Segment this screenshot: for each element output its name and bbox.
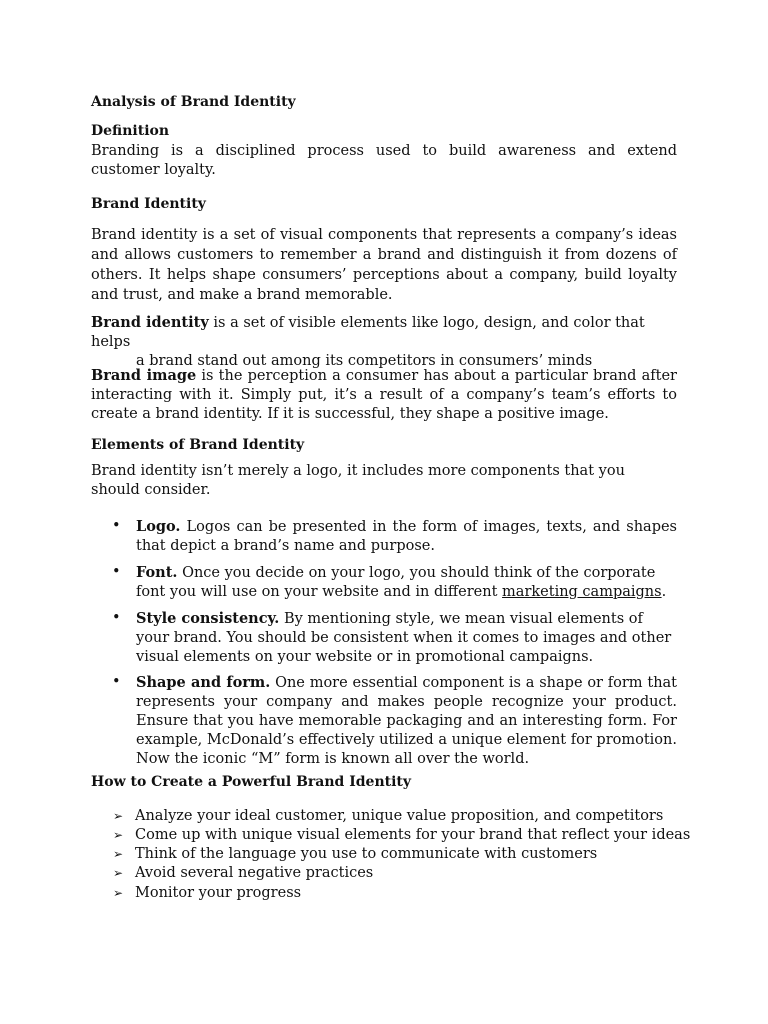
item-text-end: .	[661, 584, 667, 600]
item-term: Style consistency.	[136, 610, 280, 627]
list-item	[112, 673, 677, 769]
brand-identity-def-line2: a brand stand out among its competitors in consumers’ minds	[136, 353, 593, 369]
brand-image-definition	[91, 366, 677, 424]
list-item	[112, 609, 677, 667]
item-text: One more essential component is a shape or form that represents your company and makes people recognize your product. Ensure that you have memorable packaging and an interesting form. For example, McDonald’s effectively utilized a unique element for promotion. Now the iconic “M” form is known all over the world.	[136, 675, 677, 767]
how-to-item: Analyze your ideal customer, unique value proposition, and competitors	[135, 808, 664, 824]
arrow-bullet-icon: ➢	[113, 847, 124, 861]
item-text: Once you decide on your logo, you should think of the corporate font you will use on your website and in different	[136, 565, 656, 600]
bullet-icon: •	[112, 610, 121, 626]
elements-heading: Elements of Brand Identity	[91, 437, 305, 453]
definition-heading: Definition	[91, 123, 170, 139]
elements-intro: Brand identity isn’t merely a logo, it includes more components that you should consider.	[91, 463, 625, 498]
definition-text: Branding is a disciplined process used to build awareness and extend customer loyalty.	[91, 143, 677, 178]
how-to-item: Come up with unique visual elements for your brand that reflect your ideas	[135, 827, 691, 843]
list-item	[113, 807, 693, 826]
document-title: Analysis of Brand Identity	[91, 94, 296, 110]
item-text: Logos can be presented in the form of images, texts, and shapes that depict a brand’s name and purpose.	[136, 519, 677, 554]
bullet-icon: •	[112, 564, 121, 580]
brand-identity-heading: Brand Identity	[91, 196, 206, 212]
item-term: Font.	[136, 564, 178, 581]
how-to-item: Monitor your progress	[135, 885, 302, 901]
brand-identity-definition	[91, 313, 677, 371]
marketing-campaigns-link[interactable]: marketing campaigns	[502, 584, 662, 600]
brand-identity-paragraph: Brand identity is a set of visual components that represents a company’s ideas and allows customers to remember a brand and distinguish it from dozens of others. It helps shape consumers’ perceptions about a company, build loyalty and trust, and make a brand memorable.	[91, 227, 677, 303]
list-item	[113, 884, 693, 903]
list-item	[112, 563, 677, 602]
arrow-bullet-icon: ➢	[113, 828, 124, 842]
how-to-heading: How to Create a Powerful Brand Identity	[91, 774, 412, 790]
brand-identity-term: Brand identity	[91, 314, 209, 331]
how-to-item: Avoid several negative practices	[135, 865, 374, 881]
brand-image-text: is the perception a consumer has about a particular brand after interacting with it. Simply put, it’s a result of a company’s team’s efforts to create a brand identity. If it is successful, they shape a positive image.	[91, 368, 677, 422]
brand-identity-def-line1: is a set of visible elements like logo, design, and color that helps	[91, 315, 645, 350]
bullet-icon: •	[112, 674, 121, 690]
how-to-item: Think of the language you use to communicate with customers	[135, 846, 598, 862]
arrow-bullet-icon: ➢	[113, 886, 124, 900]
item-term: Shape and form.	[136, 674, 271, 691]
arrow-bullet-icon: ➢	[113, 809, 124, 823]
list-item	[112, 517, 677, 556]
list-item	[113, 864, 693, 883]
list-item	[113, 845, 693, 864]
item-text: By mentioning style, we mean visual elements of your brand. You should be consistent when it comes to images and other visual elements on your website or in promotional campaigns.	[136, 611, 672, 665]
bullet-icon: •	[112, 518, 121, 534]
item-term: Logo.	[136, 518, 181, 535]
list-item	[113, 826, 693, 845]
arrow-bullet-icon: ➢	[113, 866, 124, 880]
brand-image-term: Brand image	[91, 367, 197, 384]
